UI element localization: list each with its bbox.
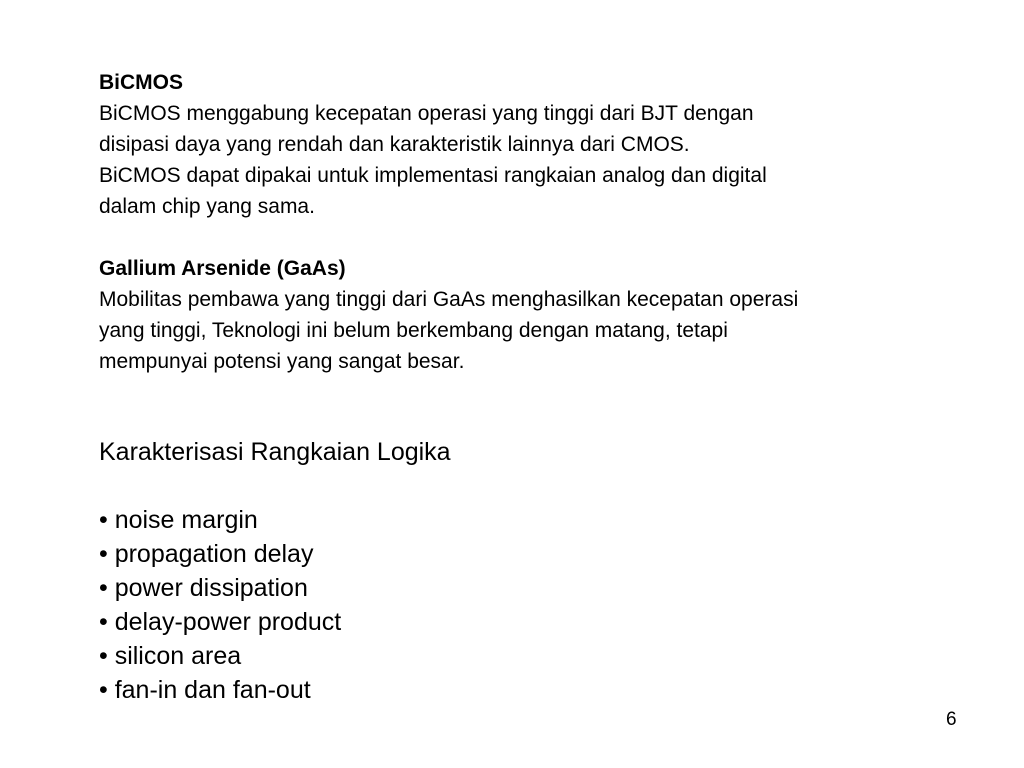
bicmos-text-line: disipasi daya yang rendah dan karakteristik lainnya dari CMOS. [99, 133, 690, 156]
list-item: • fan-in dan fan-out [99, 676, 311, 704]
characterization-title: Karakterisasi Rangkaian Logika [99, 438, 451, 466]
bicmos-text-line: BiCMOS menggabung kecepatan operasi yang tinggi dari BJT dengan [99, 102, 754, 125]
gaas-text-line: Mobilitas pembawa yang tinggi dari GaAs menghasilkan kecepatan operasi [99, 288, 799, 311]
characterization-list [99, 503, 979, 707]
bicmos-text-line: BiCMOS dapat dipakai untuk implementasi rangkaian analog dan digital [99, 164, 767, 187]
list-item: • delay-power product [99, 608, 342, 636]
list-item: • propagation delay [99, 540, 314, 568]
bicmos-section [99, 67, 979, 222]
page-number: 6 [946, 709, 957, 730]
gaas-section [99, 253, 979, 377]
characterization-section [99, 435, 979, 707]
list-item: • power dissipation [99, 574, 308, 602]
list-item: • noise margin [99, 506, 258, 534]
gaas-text-line: mempunyai potensi yang sangat besar. [99, 350, 465, 373]
gaas-text-line: yang tinggi, Teknologi ini belum berkembang dengan matang, tetapi [99, 319, 728, 342]
bicmos-text-line: dalam chip yang sama. [99, 195, 315, 218]
list-item: • silicon area [99, 642, 242, 670]
bicmos-heading: BiCMOS [99, 71, 183, 94]
gaas-heading: Gallium Arsenide (GaAs) [99, 257, 346, 280]
